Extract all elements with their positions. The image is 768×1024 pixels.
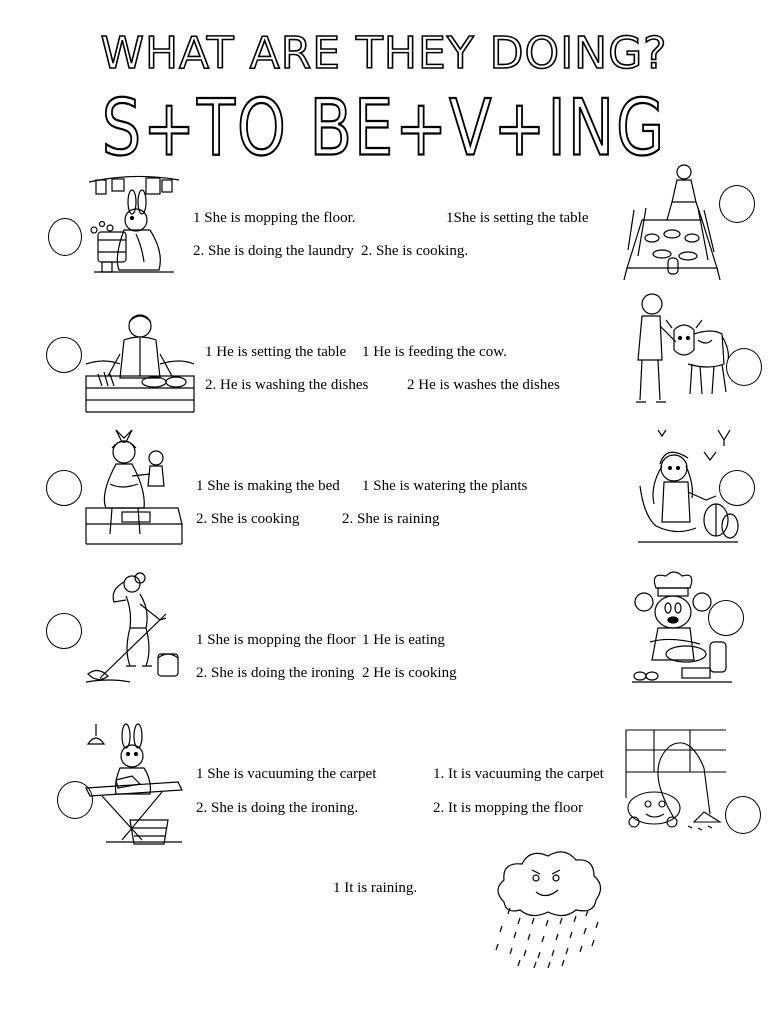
option-text: 2. She is raining <box>342 511 440 527</box>
option-text: 1 She is vacuuming the carpet <box>196 766 377 782</box>
dishwashing-boy-illustration <box>84 308 196 416</box>
bed-making-girl-illustration <box>82 424 186 550</box>
option-text: 2. She is doing the ironing. <box>196 800 359 816</box>
answer-circle[interactable] <box>48 218 82 256</box>
ironing-bunny-illustration <box>82 722 186 850</box>
option-text: 1She is setting the table <box>446 210 589 226</box>
page-subtitle: S+TO BE+V+ING <box>101 82 667 174</box>
answer-circle[interactable] <box>726 348 762 386</box>
answer-circle[interactable] <box>719 470 755 506</box>
vacuum-cleaner-illustration <box>624 728 728 838</box>
option-text: 2. She is cooking. <box>361 243 469 259</box>
answer-circle[interactable] <box>46 613 82 649</box>
option-text: 1 She is making the bed <box>196 478 340 494</box>
option-text: 1 He is setting the table <box>205 344 347 360</box>
mopping-woman-illustration <box>80 570 184 686</box>
cow-feeding-illustration <box>628 290 732 414</box>
page-title: WHAT ARE THEY DOING? <box>100 28 668 79</box>
option-text: 2. She is doing the ironing <box>196 665 355 681</box>
option-text: 1 She is mopping the floor. <box>193 210 356 226</box>
laundry-bunny-illustration <box>84 162 184 282</box>
raining-cloud-illustration <box>490 846 606 968</box>
answer-circle[interactable] <box>725 796 761 834</box>
option-text: 1 He is feeding the cow. <box>362 344 507 360</box>
option-text: 2. It is mopping the floor <box>433 800 583 816</box>
answer-circle[interactable] <box>46 337 82 373</box>
option-text: 2 He is cooking <box>362 665 457 681</box>
option-text: 1 She is watering the plants <box>362 478 528 494</box>
answer-circle[interactable] <box>708 600 744 636</box>
option-text: 2. She is cooking <box>196 511 300 527</box>
answer-circle[interactable] <box>46 470 82 506</box>
answer-circle[interactable] <box>719 185 755 223</box>
option-text: 2. He is washing the dishes <box>205 377 369 393</box>
option-text: 1 He is eating <box>362 632 445 648</box>
option-text: 1 It is raining. <box>333 880 418 896</box>
option-text: 1. It is vacuuming the carpet <box>433 766 604 782</box>
table-setting-illustration <box>622 160 722 282</box>
option-text: 1 She is mopping the floor <box>196 632 356 648</box>
option-text: 2. She is doing the laundry <box>193 243 354 259</box>
option-text: 2 He is washes the dishes <box>407 377 560 393</box>
